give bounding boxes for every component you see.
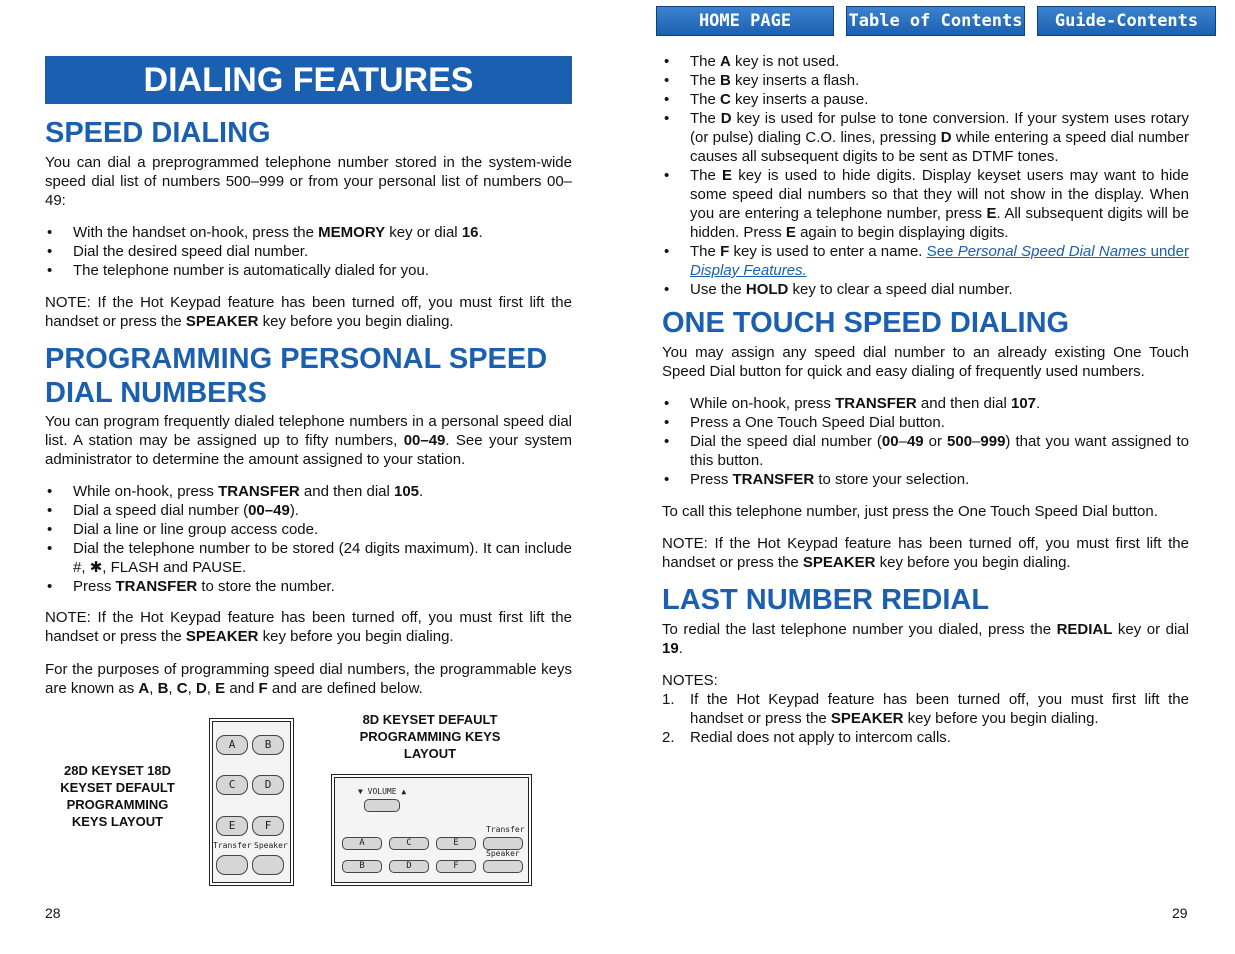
text-run: , xyxy=(149,680,158,697)
list-item xyxy=(662,728,1189,747)
notes-label: NOTES: xyxy=(662,672,718,689)
transfer-label: Transfer xyxy=(213,841,252,850)
text-run: and then dial xyxy=(916,395,1011,412)
volume-key xyxy=(364,799,400,812)
text-run: or xyxy=(923,433,948,450)
bold-term: SPEAKER xyxy=(185,628,259,645)
one-touch-steps xyxy=(662,394,1189,489)
bold-term: 500 xyxy=(947,433,973,450)
text-run: . xyxy=(419,483,424,500)
table-of-contents-button[interactable]: Table of Contents xyxy=(846,6,1025,36)
programming-heading: PROGRAMMING PERSONAL SPEED DIAL NUMBERS xyxy=(45,343,548,409)
bold-term: 999 xyxy=(980,433,1006,450)
programming-steps xyxy=(45,482,572,596)
list-item xyxy=(662,166,1189,242)
bold-term: SPEAKER xyxy=(802,554,876,571)
bold-term: F xyxy=(258,680,268,697)
note-text xyxy=(690,729,951,746)
text-run: Dial a line or line group access code. xyxy=(73,521,319,538)
text-run: Dial the speed dial number ( xyxy=(690,433,882,450)
text-run: and are defined below. xyxy=(267,680,423,697)
redial-intro xyxy=(662,620,1189,658)
bold-term: TRANSFER xyxy=(835,395,917,412)
keyset-8d-caption: 8D KEYSET DEFAULT PROGRAMMING KEYS LAYOUT xyxy=(359,712,501,761)
key-c: C xyxy=(389,837,429,850)
text-run: While on-hook, press xyxy=(690,395,836,412)
list-item xyxy=(662,90,1189,109)
list-item xyxy=(45,242,572,261)
transfer-key xyxy=(216,855,248,875)
text-run: For the purposes of programming speed dial numbers, the programmable keys are known as xyxy=(45,661,572,697)
text-run: key or dial xyxy=(1112,621,1189,638)
key-f: F xyxy=(252,816,284,836)
text-run: ) that you want assigned to this button. xyxy=(690,433,1189,469)
right-page xyxy=(617,0,1235,954)
key-e: E xyxy=(436,837,476,850)
keyset-28d-caption: 28D KEYSET 18D KEYSET DEFAULT PROGRAMMING KEYS LAYOUT xyxy=(60,763,175,829)
page-title-banner: DIALING FEATURES xyxy=(45,56,572,104)
bold-term: MEMORY xyxy=(318,224,386,241)
text-run: To redial the last telephone number you dialed, press the xyxy=(662,621,1057,638)
list-item xyxy=(662,242,1189,280)
bold-term: C xyxy=(720,91,731,108)
bold-term: B xyxy=(157,680,169,697)
programming-note xyxy=(45,608,572,646)
speaker-key xyxy=(252,855,284,875)
text-run: The xyxy=(690,53,721,70)
text-run: while entering a speed dial number causes all subsequent digits to be sent as DTMF tones. xyxy=(690,129,1189,165)
text-run: key to clear a speed dial number. xyxy=(788,281,1013,298)
bold-term: 107 xyxy=(1011,395,1037,412)
text-run: The xyxy=(690,243,721,260)
key-b: B xyxy=(252,735,284,755)
link-features-text: Display Features. xyxy=(690,262,807,279)
bold-term: E xyxy=(722,167,733,184)
text-run: key is used to hide digits. Display keyset users may want to hide some speed dial numbers so that they will not show in the display. When you are entering a telephone number, press xyxy=(690,167,1189,222)
text-run: to store the number. xyxy=(197,578,335,595)
list-item xyxy=(45,261,572,280)
bold-term: 00 xyxy=(881,433,899,450)
speed-dialing-heading: SPEED DIALING xyxy=(45,117,271,149)
text-run: key before you begin dialing. xyxy=(903,710,1099,727)
text-run: key is used to enter a name. xyxy=(729,243,927,260)
list-item xyxy=(45,223,572,242)
text-run: Dial the desired speed dial number. xyxy=(73,243,309,260)
list-item xyxy=(662,52,1189,71)
speed-dialing-note xyxy=(45,293,572,331)
bold-term: 105 xyxy=(394,483,420,500)
speaker-label: Speaker xyxy=(254,841,288,850)
text-run: , xyxy=(206,680,216,697)
list-item xyxy=(45,577,572,596)
bold-term: E xyxy=(215,680,226,697)
text-run: , xyxy=(187,680,196,697)
page-number: 28 xyxy=(45,905,61,921)
bold-term: B xyxy=(720,72,731,89)
text-run: and xyxy=(225,680,259,697)
bold-term: HOLD xyxy=(745,281,789,298)
list-item xyxy=(662,280,1189,299)
key-b: B xyxy=(342,860,382,873)
programming-intro xyxy=(45,412,572,469)
bold-term: TRANSFER xyxy=(732,471,815,488)
text-run: . All subsequent digits will be hidden. Press xyxy=(690,205,1189,241)
list-item xyxy=(45,539,572,577)
list-item xyxy=(45,501,572,520)
list-item xyxy=(662,413,1189,432)
bold-term: D xyxy=(940,129,952,146)
home-page-button[interactable]: HOME PAGE xyxy=(656,6,834,36)
bold-term: F xyxy=(720,243,730,260)
page-number: 29 xyxy=(1172,905,1188,921)
text-run: , FLASH and PAUSE. xyxy=(102,559,247,576)
key-f-text xyxy=(690,243,927,260)
bold-term: A xyxy=(138,680,150,697)
bold-term: 19 xyxy=(662,640,679,657)
left-page xyxy=(0,0,617,954)
text-run: . xyxy=(678,640,683,657)
speed-dialing-steps xyxy=(45,223,572,280)
text-run: Press xyxy=(73,578,116,595)
text-run: NOTE: If the Hot Keypad feature has been turned off, you must first lift the handset or press the xyxy=(45,609,572,645)
text-run: The xyxy=(690,72,721,89)
note-text xyxy=(690,691,1189,727)
bold-term: 00–49 xyxy=(403,432,446,449)
note-number: 1. xyxy=(662,691,675,708)
text-run: to store your selection. xyxy=(814,471,970,488)
text-run: NOTE: If the Hot Keypad feature has been turned off, you must first lift the handset or press the xyxy=(45,294,572,330)
link-see-text: See xyxy=(926,243,958,260)
text-run: With the handset on-hook, press the xyxy=(73,224,319,241)
bold-term: ✱ xyxy=(89,559,103,576)
text-run: key before you begin dialing. xyxy=(258,628,454,645)
key-c: C xyxy=(216,775,248,795)
text-run: Redial does not apply to intercom calls. xyxy=(690,729,951,746)
key-definitions-list xyxy=(662,52,1189,299)
key-a: A xyxy=(342,837,382,850)
text-run: You can program frequently dialed telephone numbers in a personal speed dial list. A station may be assigned up to fifty numbers, xyxy=(45,413,572,449)
key-d: D xyxy=(389,860,429,873)
bold-term: 16 xyxy=(461,224,479,241)
speed-dialing-intro: You can dial a preprogrammed telephone number stored in the system-wide speed dial list of numbers 500–999 or from your personal list of numbers 00–49: xyxy=(45,154,572,209)
bold-term: SPEAKER xyxy=(830,710,904,727)
text-run: . xyxy=(1036,395,1041,412)
bold-term: REDIAL xyxy=(1056,621,1113,638)
text-run: Dial the telephone number to be stored (24 digits maximum). It can include #, xyxy=(73,540,572,576)
bold-term: TRANSFER xyxy=(115,578,198,595)
text-run: – xyxy=(972,433,981,450)
key-f: F xyxy=(436,860,476,873)
list-item xyxy=(662,109,1189,166)
one-touch-note xyxy=(662,534,1189,572)
text-run: . xyxy=(478,224,483,241)
text-run: . See your system administrator to determine the amount assigned to your station. xyxy=(45,432,573,468)
bold-term: D xyxy=(720,110,732,127)
speaker-label: Speaker xyxy=(486,849,520,858)
key-a: A xyxy=(216,735,248,755)
text-run: Dial a speed dial number ( xyxy=(73,502,249,519)
text-run: NOTE: If the Hot Keypad feature has been turned off, you must first lift the handset or press the xyxy=(662,535,1189,571)
bold-term: 00–49 xyxy=(248,502,290,519)
text-run: key or dial xyxy=(385,224,462,241)
text-run: key before you begin dialing. xyxy=(875,554,1071,571)
list-item xyxy=(662,432,1189,470)
key-e: E xyxy=(216,816,248,836)
bold-term: C xyxy=(176,680,188,697)
list-item xyxy=(662,470,1189,489)
one-touch-heading: ONE TOUCH SPEED DIALING xyxy=(662,307,1070,339)
transfer-label: Transfer xyxy=(486,825,525,834)
text-run: – xyxy=(898,433,907,450)
redial-notes xyxy=(662,690,1189,747)
one-touch-intro: You may assign any speed dial number to an already existing One Touch Speed Dial button for quick and easy dialing of frequently used numbers. xyxy=(662,344,1189,380)
key-d: D xyxy=(252,775,284,795)
list-item xyxy=(662,690,1189,728)
text-run: , xyxy=(168,680,177,697)
text-run: The xyxy=(690,167,723,184)
bold-term: E xyxy=(785,224,796,241)
text-run: key is not used. xyxy=(730,53,840,70)
text-run: ). xyxy=(289,502,299,519)
speaker-key xyxy=(483,860,523,873)
guide-contents-button[interactable]: Guide-Contents xyxy=(1037,6,1216,36)
note-number: 2. xyxy=(662,729,675,746)
text-run: The xyxy=(690,91,721,108)
bold-term: TRANSFER xyxy=(218,483,300,500)
bold-term: D xyxy=(195,680,207,697)
text-run: Press a One Touch Speed Dial button. xyxy=(690,414,945,431)
list-item xyxy=(45,482,572,501)
keyset-28d-diagram xyxy=(209,718,294,886)
list-item xyxy=(45,520,572,539)
text-run: key inserts a pause. xyxy=(730,91,869,108)
bold-term: 49 xyxy=(906,433,924,450)
volume-label: ▼ VOLUME ▲ xyxy=(358,787,407,796)
text-run: and then dial xyxy=(299,483,394,500)
programming-keys-text xyxy=(45,660,572,698)
link-under-text: under xyxy=(1146,243,1189,260)
list-item xyxy=(662,394,1189,413)
text-run: The telephone number is automatically dialed for you. xyxy=(73,262,430,279)
bold-term: SPEAKER xyxy=(185,313,259,330)
text-run: Press xyxy=(690,471,733,488)
keyset-8d-diagram xyxy=(331,774,532,886)
text-run: again to begin displaying digits. xyxy=(795,224,1009,241)
text-run: The xyxy=(690,110,721,127)
text-run: Use the xyxy=(690,281,746,298)
bold-term: A xyxy=(720,53,731,70)
link-name-text: Personal Speed Dial Names xyxy=(957,243,1147,260)
text-run: key inserts a flash. xyxy=(730,72,860,89)
bold-term: E xyxy=(986,205,997,222)
text-run: key before you begin dialing. xyxy=(258,313,454,330)
last-number-redial-heading: LAST NUMBER REDIAL xyxy=(662,584,990,616)
text-run: If the Hot Keypad feature has been turned off, you must first lift the handset or press the xyxy=(690,691,1189,727)
one-touch-call-text: To call this telephone number, just press the One Touch Speed Dial button. xyxy=(662,503,1158,520)
text-run: key is used for pulse to tone conversion. If your system uses rotary (or pulse) dialing C.O. lines, pressing xyxy=(690,110,1190,146)
list-item xyxy=(662,71,1189,90)
text-run: While on-hook, press xyxy=(73,483,219,500)
